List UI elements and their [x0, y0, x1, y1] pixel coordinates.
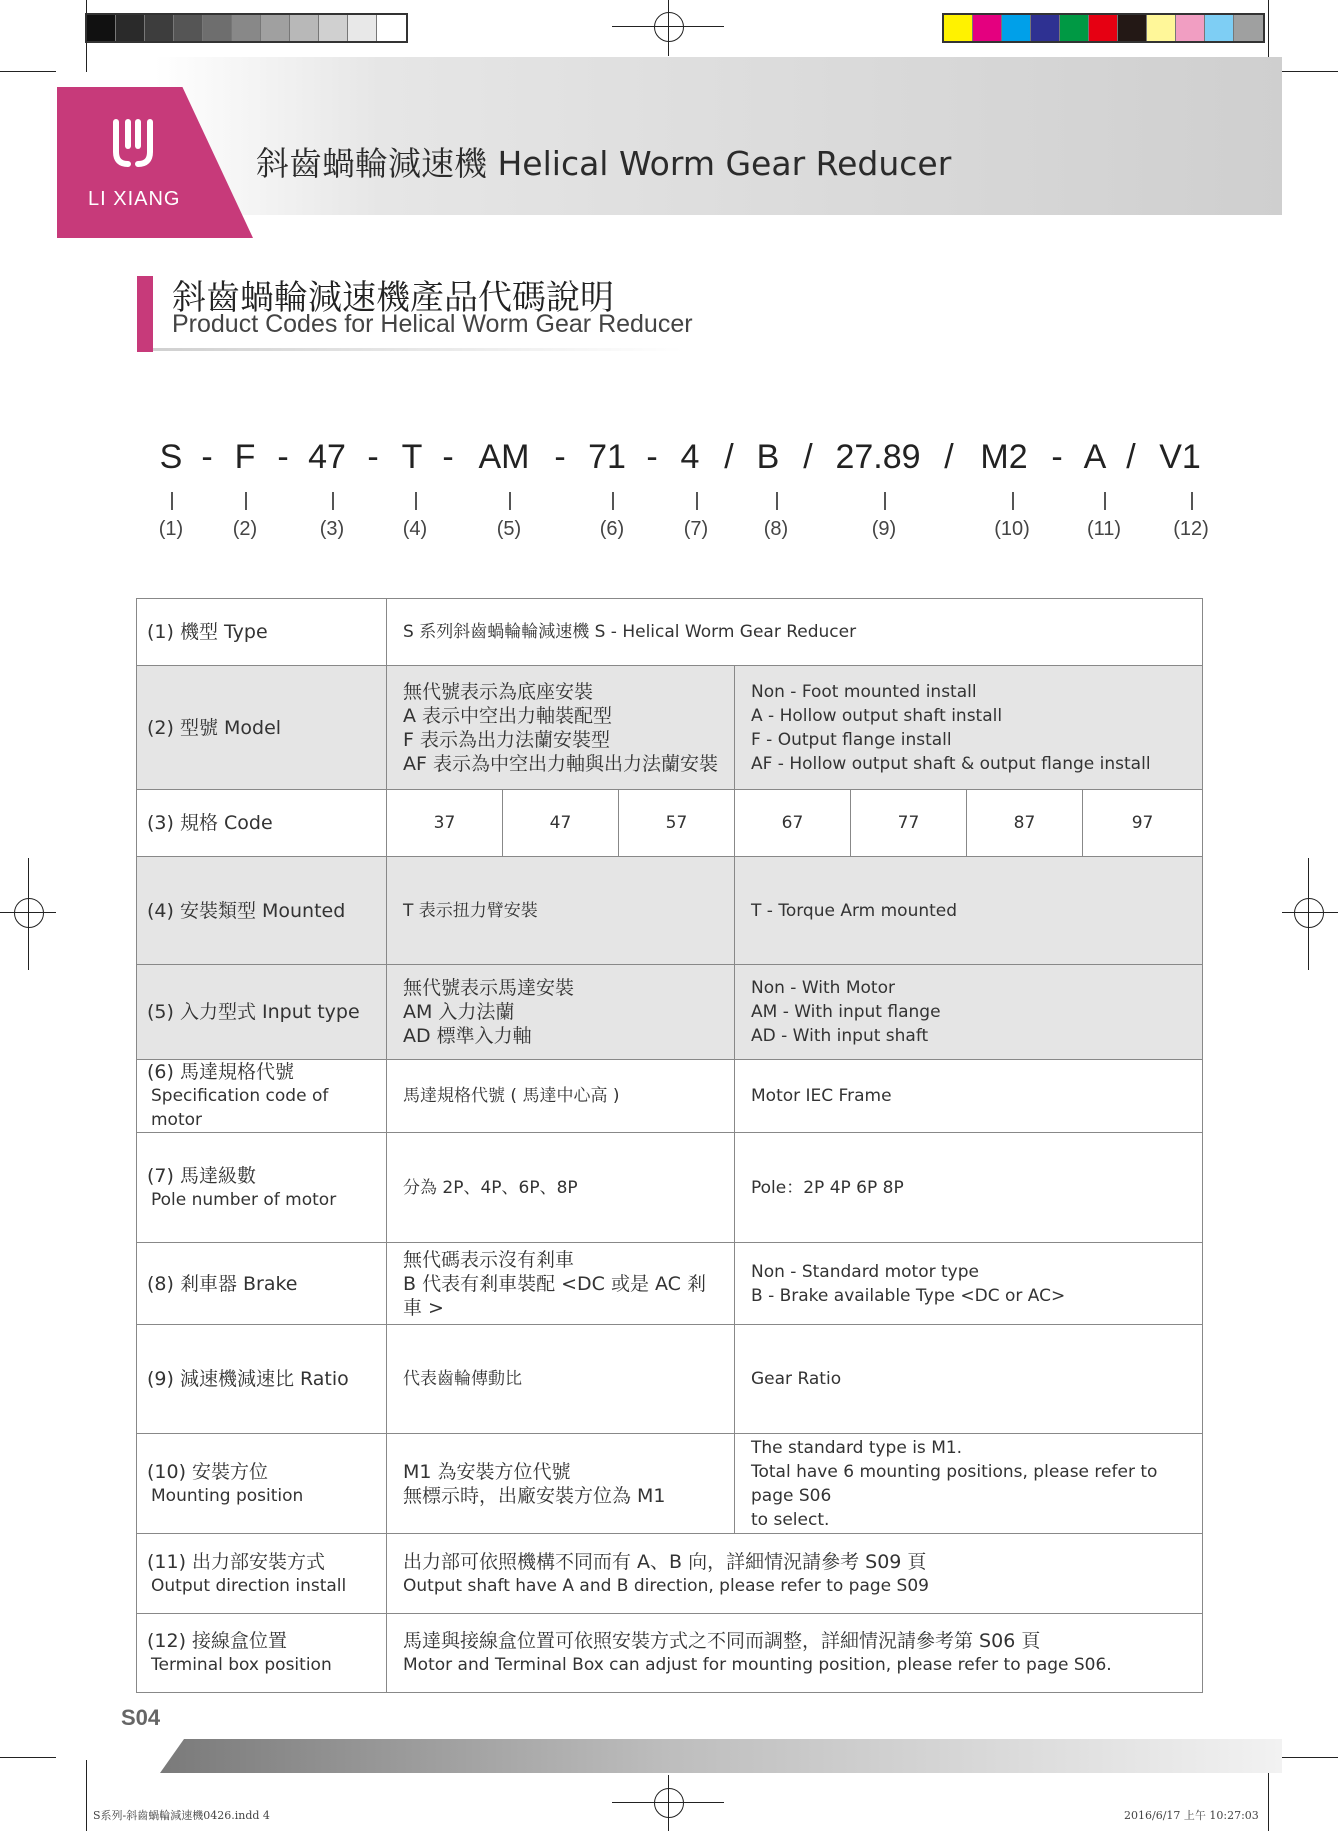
color-swatch: [174, 15, 203, 41]
code-tick: [171, 492, 173, 510]
mounting-label: (10) 安裝方位 Mounting position: [137, 1434, 387, 1534]
table-row: [137, 1243, 1203, 1325]
color-swatch: [1176, 15, 1205, 41]
code-token: -: [646, 438, 658, 476]
section-title-zh: 斜齒蝸輪減速機產品代碼說明: [172, 278, 614, 318]
mounting-zh: M1 為安裝方位代號 無標示時，出廠安裝方位為 M1: [387, 1434, 735, 1534]
code-token: T: [401, 438, 423, 476]
mounted-zh: T 表示扭力臂安裝: [387, 857, 735, 965]
code-token: -: [277, 438, 289, 476]
code-position-number: (7): [683, 518, 709, 540]
color-swatch: [145, 15, 174, 41]
table-row: [137, 1434, 1203, 1534]
code-tick: [1012, 492, 1014, 510]
code-token: 71: [588, 438, 626, 476]
terminal-label: (12) 接線盒位置 Terminal box position: [137, 1614, 387, 1693]
code-tick: [1104, 492, 1106, 510]
code-token: /: [944, 438, 954, 476]
ratio-en: Gear Ratio: [735, 1325, 1203, 1434]
input-en: Non - With Motor AM - With input flange AD - With input shaft: [735, 965, 1203, 1060]
color-swatch: [1118, 15, 1147, 41]
color-swatch: [1234, 15, 1263, 41]
code-value: 67: [735, 790, 851, 857]
section-title-en: Product Codes for Helical Worm Gear Reducer: [172, 310, 693, 338]
code-token: V1: [1159, 438, 1201, 476]
input-zh: 無代號表示馬達安裝 AM 入力法蘭 AD 標準入力軸: [387, 965, 735, 1060]
code-token: 47: [308, 438, 346, 476]
color-swatch: [203, 15, 232, 41]
color-swatch: [290, 15, 319, 41]
code-value: 87: [967, 790, 1083, 857]
code-token: -: [554, 438, 566, 476]
table-row: [137, 790, 1203, 857]
brand-name: LI XIANG: [88, 188, 181, 210]
code-token: A: [1083, 438, 1107, 476]
code-token: -: [442, 438, 454, 476]
pole-label: (7) 馬達級數 Pole number of motor: [137, 1133, 387, 1243]
mounted-en: T - Torque Arm mounted: [735, 857, 1203, 965]
color-swatch: [944, 15, 973, 41]
table-row: [137, 1060, 1203, 1133]
type-label: (1) 機型 Type: [137, 599, 387, 666]
color-swatch: [1205, 15, 1234, 41]
code-position-number: (9): [871, 518, 897, 540]
code-token: /: [1126, 438, 1136, 476]
mounted-label: (4) 安裝類型 Mounted: [137, 857, 387, 965]
table-row: [137, 599, 1203, 666]
code-position-number: (3): [319, 518, 345, 540]
color-swatch: [1147, 15, 1176, 41]
color-swatch: [319, 15, 348, 41]
code-tick: [245, 492, 247, 510]
section-accent-bar: [137, 276, 153, 352]
model-zh: 無代號表示為底座安裝 A 表示中空出力軸裝配型 F 表示為出力法蘭安裝型 AF 表示為中空出力軸與出力法蘭安裝: [387, 666, 735, 790]
code-value: 37: [387, 790, 503, 857]
code-token: 27.89: [835, 438, 921, 476]
terminal-value: 馬達與接線盒位置可依照安裝方式之不同而調整，詳細情況請參考第 S06 頁 Motor and Terminal Box can adjust for mounting position, please refer to page S06.: [387, 1614, 1203, 1693]
page-number: S04: [121, 1705, 161, 1730]
code-token: -: [201, 438, 213, 476]
code-tick: [884, 492, 886, 510]
process-color-bar: [942, 13, 1265, 43]
model-en: Non - Foot mounted install A - Hollow output shaft install F - Output flange install AF - Hollow output shaft & output flange install: [735, 666, 1203, 790]
section-underline: [153, 348, 683, 351]
code-position-number: (5): [496, 518, 522, 540]
table-row: [137, 857, 1203, 965]
code-value: 57: [619, 790, 735, 857]
code-tick: [509, 492, 511, 510]
code-token: S: [159, 438, 183, 476]
brake-zh: 無代碼表示沒有剎車 B 代表有剎車裝配 <DC 或是 AC 剎車 >: [387, 1243, 735, 1325]
code-value: 97: [1083, 790, 1203, 857]
color-swatch: [348, 15, 377, 41]
code-tick: [776, 492, 778, 510]
code-token: /: [724, 438, 734, 476]
motor-spec-en: Motor IEC Frame: [735, 1060, 1203, 1133]
ratio-label: (9) 減速機減速比 Ratio: [137, 1325, 387, 1434]
mounting-en: The standard type is M1. Total have 6 mounting positions, please refer to page S06 to select.: [735, 1434, 1203, 1534]
logo-icon: [106, 116, 160, 174]
footer-bar: [160, 1739, 1282, 1773]
code-position-number: (10): [994, 518, 1030, 540]
code-token: AM: [478, 438, 530, 476]
code-tick: [415, 492, 417, 510]
color-swatch: [232, 15, 261, 41]
code-tick: [332, 492, 334, 510]
code-position-number: (4): [402, 518, 428, 540]
header-banner: [155, 57, 1282, 215]
code-label: (3) 規格 Code: [137, 790, 387, 857]
motor-spec-label: (6) 馬達規格代號 Specification code of motor: [137, 1060, 387, 1133]
code-position-number: (1): [158, 518, 184, 540]
table-row: [137, 1133, 1203, 1243]
code-token: B: [756, 438, 780, 476]
color-swatch: [1060, 15, 1089, 41]
color-swatch: [87, 15, 116, 41]
code-token: M2: [980, 438, 1028, 476]
table-row: [137, 965, 1203, 1060]
model-label: (2) 型號 Model: [137, 666, 387, 790]
code-token: -: [1051, 438, 1063, 476]
page-title: 斜齒蝸輪減速機 Helical Worm Gear Reducer: [256, 144, 952, 183]
gray-color-bar: [85, 13, 408, 43]
footer-file-name: S系列-斜齒蝸輪減速機0426.indd 4: [93, 1809, 270, 1822]
code-token: /: [803, 438, 813, 476]
motor-spec-zh: 馬達規格代號 ( 馬達中心高 ): [387, 1060, 735, 1133]
code-position-number: (8): [763, 518, 789, 540]
type-value: S 系列斜齒蝸輪輪減速機 S - Helical Worm Gear Reducer: [387, 599, 1203, 666]
ratio-zh: 代表齒輪傳動比: [387, 1325, 735, 1434]
footer-timestamp: 2016/6/17 上午 10:27:03: [1124, 1809, 1259, 1822]
code-position-number: (11): [1086, 518, 1122, 540]
color-swatch: [1089, 15, 1118, 41]
code-tick: [1191, 492, 1193, 510]
code-value: 47: [503, 790, 619, 857]
color-swatch: [973, 15, 1002, 41]
code-tick: [696, 492, 698, 510]
output-label: (11) 出力部安裝方式 Output direction install: [137, 1534, 387, 1614]
table-row: [137, 1325, 1203, 1434]
product-code-table: [136, 598, 1203, 1693]
code-position-number: (6): [599, 518, 625, 540]
color-swatch: [1031, 15, 1060, 41]
code-token: F: [234, 438, 256, 476]
table-row: [137, 666, 1203, 790]
color-swatch: [116, 15, 145, 41]
code-position-number: (12): [1173, 518, 1209, 540]
input-label: (5) 入力型式 Input type: [137, 965, 387, 1060]
color-swatch: [261, 15, 290, 41]
pole-en: Pole：2P 4P 6P 8P: [735, 1133, 1203, 1243]
code-position-number: (2): [232, 518, 258, 540]
code-tick: [612, 492, 614, 510]
code-value: 77: [851, 790, 967, 857]
brake-en: Non - Standard motor type B - Brake available Type <DC or AC>: [735, 1243, 1203, 1325]
code-token: -: [367, 438, 379, 476]
pole-zh: 分為 2P、4P、6P、8P: [387, 1133, 735, 1243]
table-row: [137, 1614, 1203, 1693]
color-swatch: [1002, 15, 1031, 41]
table-row: [137, 1534, 1203, 1614]
output-value: 出力部可依照機構不同而有 A、B 向，詳細情況請參考 S09 頁 Output shaft have A and B direction, please refer to page S09: [387, 1534, 1203, 1614]
color-swatch: [377, 15, 406, 41]
brake-label: (8) 剎車器 Brake: [137, 1243, 387, 1325]
code-token: 4: [680, 438, 700, 476]
